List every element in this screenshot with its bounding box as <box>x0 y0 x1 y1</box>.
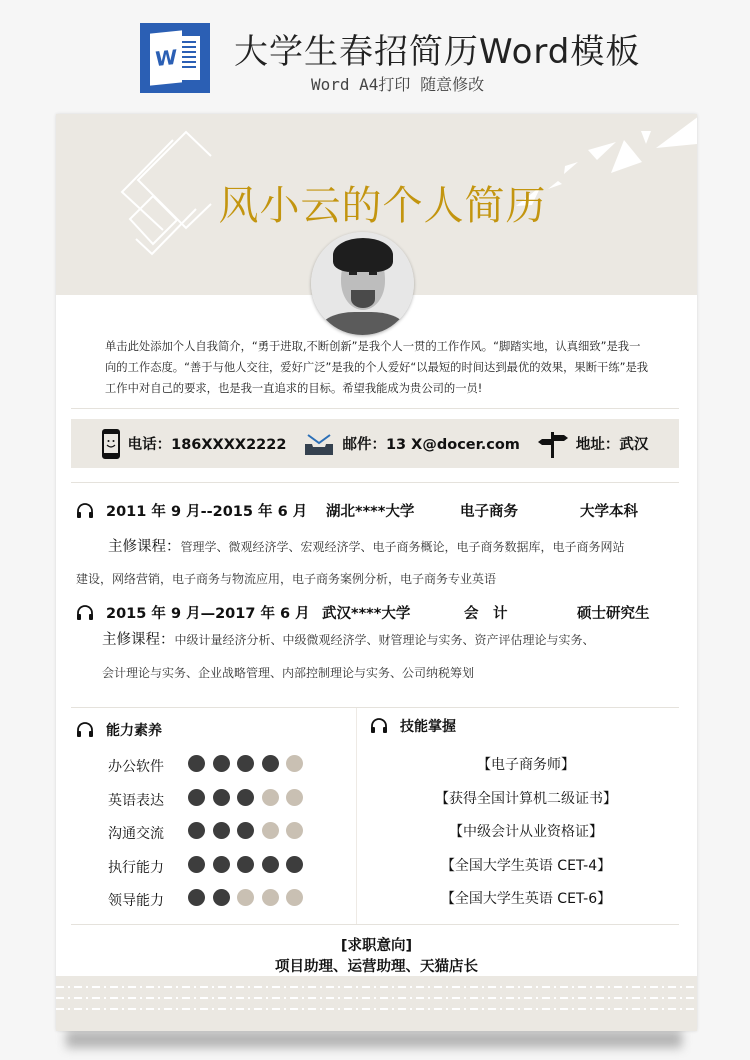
course-label: 主修课程： <box>102 632 175 648</box>
course-list-continued: 建设，网络营销，电子商务与物流应用，电子商务案例分析，电子商务专业英语 <box>76 572 497 586</box>
ability-row <box>108 822 311 843</box>
promo-title: 大学生春招简历Word模板 <box>234 32 641 72</box>
contact-address: 地址：武汉 <box>538 430 649 458</box>
ability-row <box>108 789 311 810</box>
rating-dot-filled <box>237 789 254 806</box>
rating-dot-filled <box>213 856 230 873</box>
ability-row <box>108 856 311 877</box>
rating-dot-filled <box>237 822 254 839</box>
divider <box>71 924 679 925</box>
edu-major: 会 计 <box>464 606 508 622</box>
rating-dot-filled <box>213 822 230 839</box>
edu-period: 2011 年 9 月--2015 年 6 月 <box>106 504 308 520</box>
avatar <box>311 232 414 335</box>
education-entry-2 <box>76 602 676 690</box>
promo-header <box>0 0 750 110</box>
course-list-continued: 会计理论与实务、企业战略管理、内部控制理论与实务、公司纳税筹划 <box>102 666 475 680</box>
divider <box>71 707 679 708</box>
abilities-heading: 能力素养 <box>76 720 162 740</box>
edu-school: 武汉****大学 <box>322 606 411 622</box>
rating-dot-empty <box>286 789 303 806</box>
headphones-icon <box>370 718 388 734</box>
word-icon-letter: W <box>155 44 178 72</box>
ability-label: 执行能力 <box>108 859 164 876</box>
course-list: 管理学、微观经济学、宏观经济学、电子商务概论，电子商务数据库，电子商务网站 <box>180 540 625 554</box>
rating-dots <box>188 856 311 877</box>
divider <box>71 482 679 483</box>
ability-row <box>108 755 311 776</box>
job-intent-value: 项目助理、运营助理、天猫店长 <box>275 959 478 975</box>
ability-label: 沟通交流 <box>108 825 164 842</box>
column-divider <box>356 708 357 924</box>
ability-label: 英语表达 <box>108 792 164 809</box>
headphones-icon <box>76 722 94 738</box>
resume-page <box>56 114 697 1031</box>
self-introduction[interactable]: 单击此处添加个人自我简介，“勇于进取,不断创新”是我个人一贯的工作作风。“脚踏实地，认真细致”是我一向的工作态度。“善于与他人交往，爱好广泛”是我的个人爱好“以最短的时间达到最优的效果，果断干练”是我工作中对自己的要求，也是我一直追求的目标。希望我能成为贵公司的一员! <box>105 340 649 395</box>
rating-dot-filled <box>286 856 303 873</box>
mail-icon <box>304 432 334 456</box>
rating-dots <box>188 755 311 776</box>
rating-dot-filled <box>188 889 205 906</box>
rating-dot-filled <box>262 755 279 772</box>
rating-dot-empty <box>262 889 279 906</box>
rating-dot-filled <box>213 789 230 806</box>
rating-dot-filled <box>188 822 205 839</box>
rating-dot-empty <box>286 822 303 839</box>
edu-degree: 大学本科 <box>580 504 638 520</box>
page-shadow <box>66 1030 682 1048</box>
resume-title: 风小云的个人简历 <box>218 183 547 229</box>
ability-label: 领导能力 <box>108 892 164 909</box>
certificate-item: 【中级会计从业资格证】 <box>449 824 603 840</box>
edu-period: 2015 年 9 月—2017 年 6 月 <box>106 606 310 622</box>
certificate-item: 【电子商务师】 <box>477 757 575 773</box>
rating-dot-filled <box>237 755 254 772</box>
rating-dot-empty <box>262 822 279 839</box>
contact-bar <box>71 419 679 468</box>
rating-dot-empty <box>286 889 303 906</box>
word-app-icon <box>140 23 210 93</box>
phone-icon <box>102 429 120 459</box>
contact-phone: 电话：186XXXX2222 <box>102 429 287 459</box>
rating-dots <box>188 889 311 910</box>
rating-dot-filled <box>213 889 230 906</box>
certificate-item: 【全国大学生英语 CET-6】 <box>440 891 612 907</box>
certificate-item: 【获得全国计算机二级证书】 <box>435 791 617 807</box>
rating-dots <box>188 789 311 810</box>
rating-dot-filled <box>188 856 205 873</box>
edu-major: 电子商务 <box>460 504 518 520</box>
edu-degree: 硕士研究生 <box>577 606 650 622</box>
certificate-item: 【全国大学生英语 CET-4】 <box>440 858 612 874</box>
rating-dot-filled <box>262 856 279 873</box>
education-entry-1 <box>76 500 676 596</box>
divider <box>71 408 679 409</box>
headphones-icon <box>76 503 94 519</box>
rating-dot-filled <box>188 755 205 772</box>
skills-heading: 技能掌握 <box>370 716 456 736</box>
rating-dot-empty <box>237 889 254 906</box>
rating-dot-empty <box>262 789 279 806</box>
course-label: 主修课程： <box>108 539 181 555</box>
promo-subtitle: Word A4打印 随意修改 <box>311 75 485 94</box>
edu-school: 湖北****大学 <box>326 504 415 520</box>
contact-email: 邮件：13 X@docer.com <box>304 432 519 456</box>
ability-row <box>108 889 311 910</box>
rating-dot-empty <box>286 755 303 772</box>
ability-label: 办公软件 <box>108 758 164 775</box>
signpost-icon <box>538 430 568 458</box>
job-intent-label: [求职意向] <box>340 938 413 954</box>
rating-dot-filled <box>188 789 205 806</box>
rating-dot-filled <box>213 755 230 772</box>
rating-dots <box>188 822 311 843</box>
footer-band <box>56 976 697 1031</box>
rating-dot-filled <box>237 856 254 873</box>
course-list: 中级计量经济分析、中级微观经济学、财管理论与实务、资产评估理论与实务、 <box>174 633 595 647</box>
headphones-icon <box>76 605 94 621</box>
